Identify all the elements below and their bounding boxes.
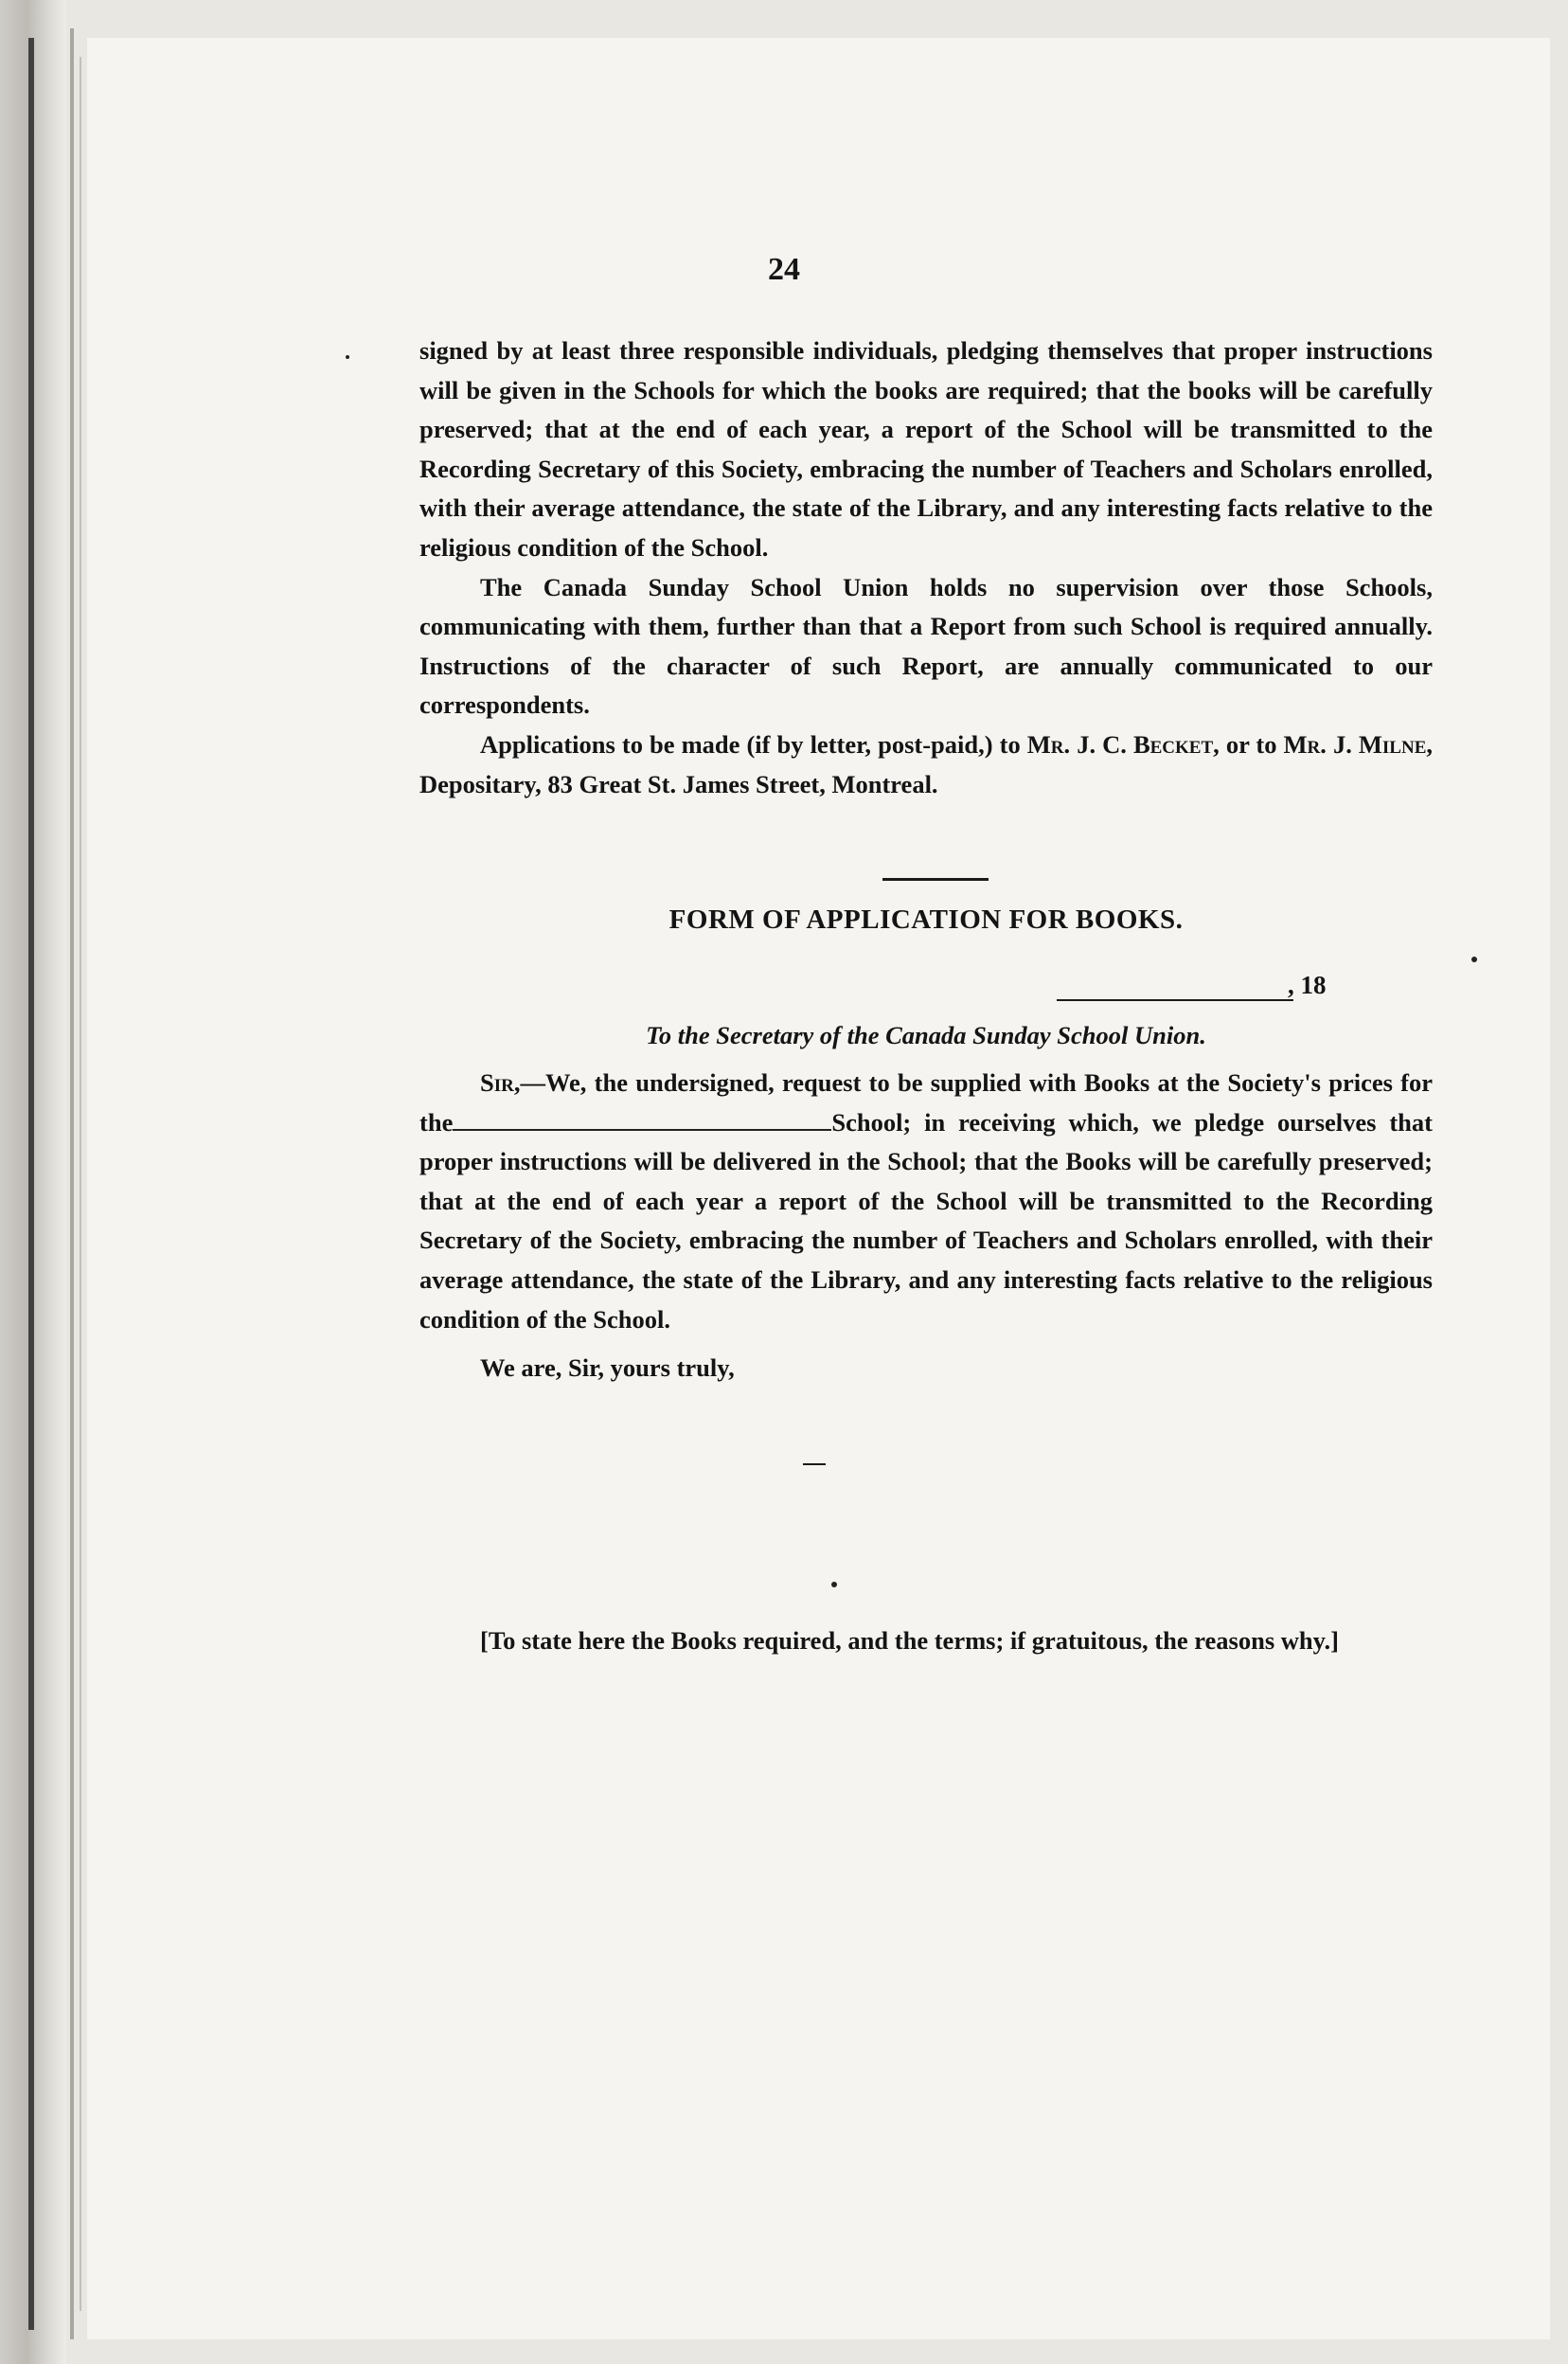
section-divider xyxy=(882,878,989,881)
form-address: To the Secretary of the Canada Sunday School Union. xyxy=(646,1021,1206,1049)
letter-text-after-blank: School; in receiving which, we pledge ourselves that proper instructions will be delivered in the School; that the Books will be carefully preserved; that at the end of each year a report of the School will be transmitted to the Recording Secretary of the Society, embracing the number of Teachers and Scholars enrolled, with their average attendance, the state of the Library, and any interesting facts relative to the religious condition of the School. xyxy=(419,1107,1433,1334)
paragraph-supervision: The Canada Sunday School Union holds no supervision over those Schools, communicating with them, further than that a Report from such School is required annually. Instructions of the character of such Report, are annually communicated to our correspondents. xyxy=(419,572,1433,720)
ink-speck xyxy=(346,355,349,359)
books-required-note: [To state here the Books required, and the terms; if gratuitous, the reasons why.] xyxy=(480,1626,1339,1655)
date-blank-line xyxy=(1057,999,1293,1001)
page-stack-edge xyxy=(70,28,74,2339)
form-note xyxy=(419,1621,1433,1661)
applications-text-before: Applications to be made (if by letter, post-paid,) to xyxy=(480,729,1027,759)
signature-dot-mark xyxy=(831,1582,837,1587)
letter-text-before-blank: —We, the undersigned, request to be supplied with Books at the Society's prices for the xyxy=(419,1068,1433,1137)
letter-closing: We are, Sir, yours truly, xyxy=(480,1353,735,1383)
ink-speck xyxy=(1471,957,1477,962)
signature-line-mark xyxy=(803,1463,826,1465)
paragraph-requirements: signed by at least three responsible individuals, pledging themselves that proper instructions will be given in the Schools for which the books are required; that the books will be carefully preserved; that at the end of each year, a report of the School will be transmitted to the Recording Secretary of this Society, embracing the number of Teachers and Scholars enrolled, with their average attendance, the state of the Library, and any interesting facts relative to the religious condition of the School. xyxy=(419,336,1433,562)
page-number: 24 xyxy=(768,252,800,287)
contact-name-becket: Mr. J. C. Becket xyxy=(1026,729,1214,759)
form-letter xyxy=(419,1064,1433,1388)
letter-salutation: Sir, xyxy=(480,1068,521,1097)
applications-text-after: , Depositary, 83 Great St. James Street, Montreal. xyxy=(419,729,1433,798)
form-heading: FORM OF APPLICATION FOR BOOKS. xyxy=(668,904,1184,935)
school-name-blank xyxy=(453,1110,831,1131)
contact-name-milne: Mr. J. Milne xyxy=(1283,729,1427,759)
applications-text-middle: , or to xyxy=(1213,729,1284,759)
date-year-prefix: , 18 xyxy=(1288,971,1327,999)
binding-edge-line xyxy=(28,38,34,2330)
page-stack-edge-inner xyxy=(80,57,81,2311)
paragraph-applications xyxy=(419,725,1433,804)
body-text xyxy=(419,331,1433,804)
letter-body xyxy=(419,1064,1433,1339)
